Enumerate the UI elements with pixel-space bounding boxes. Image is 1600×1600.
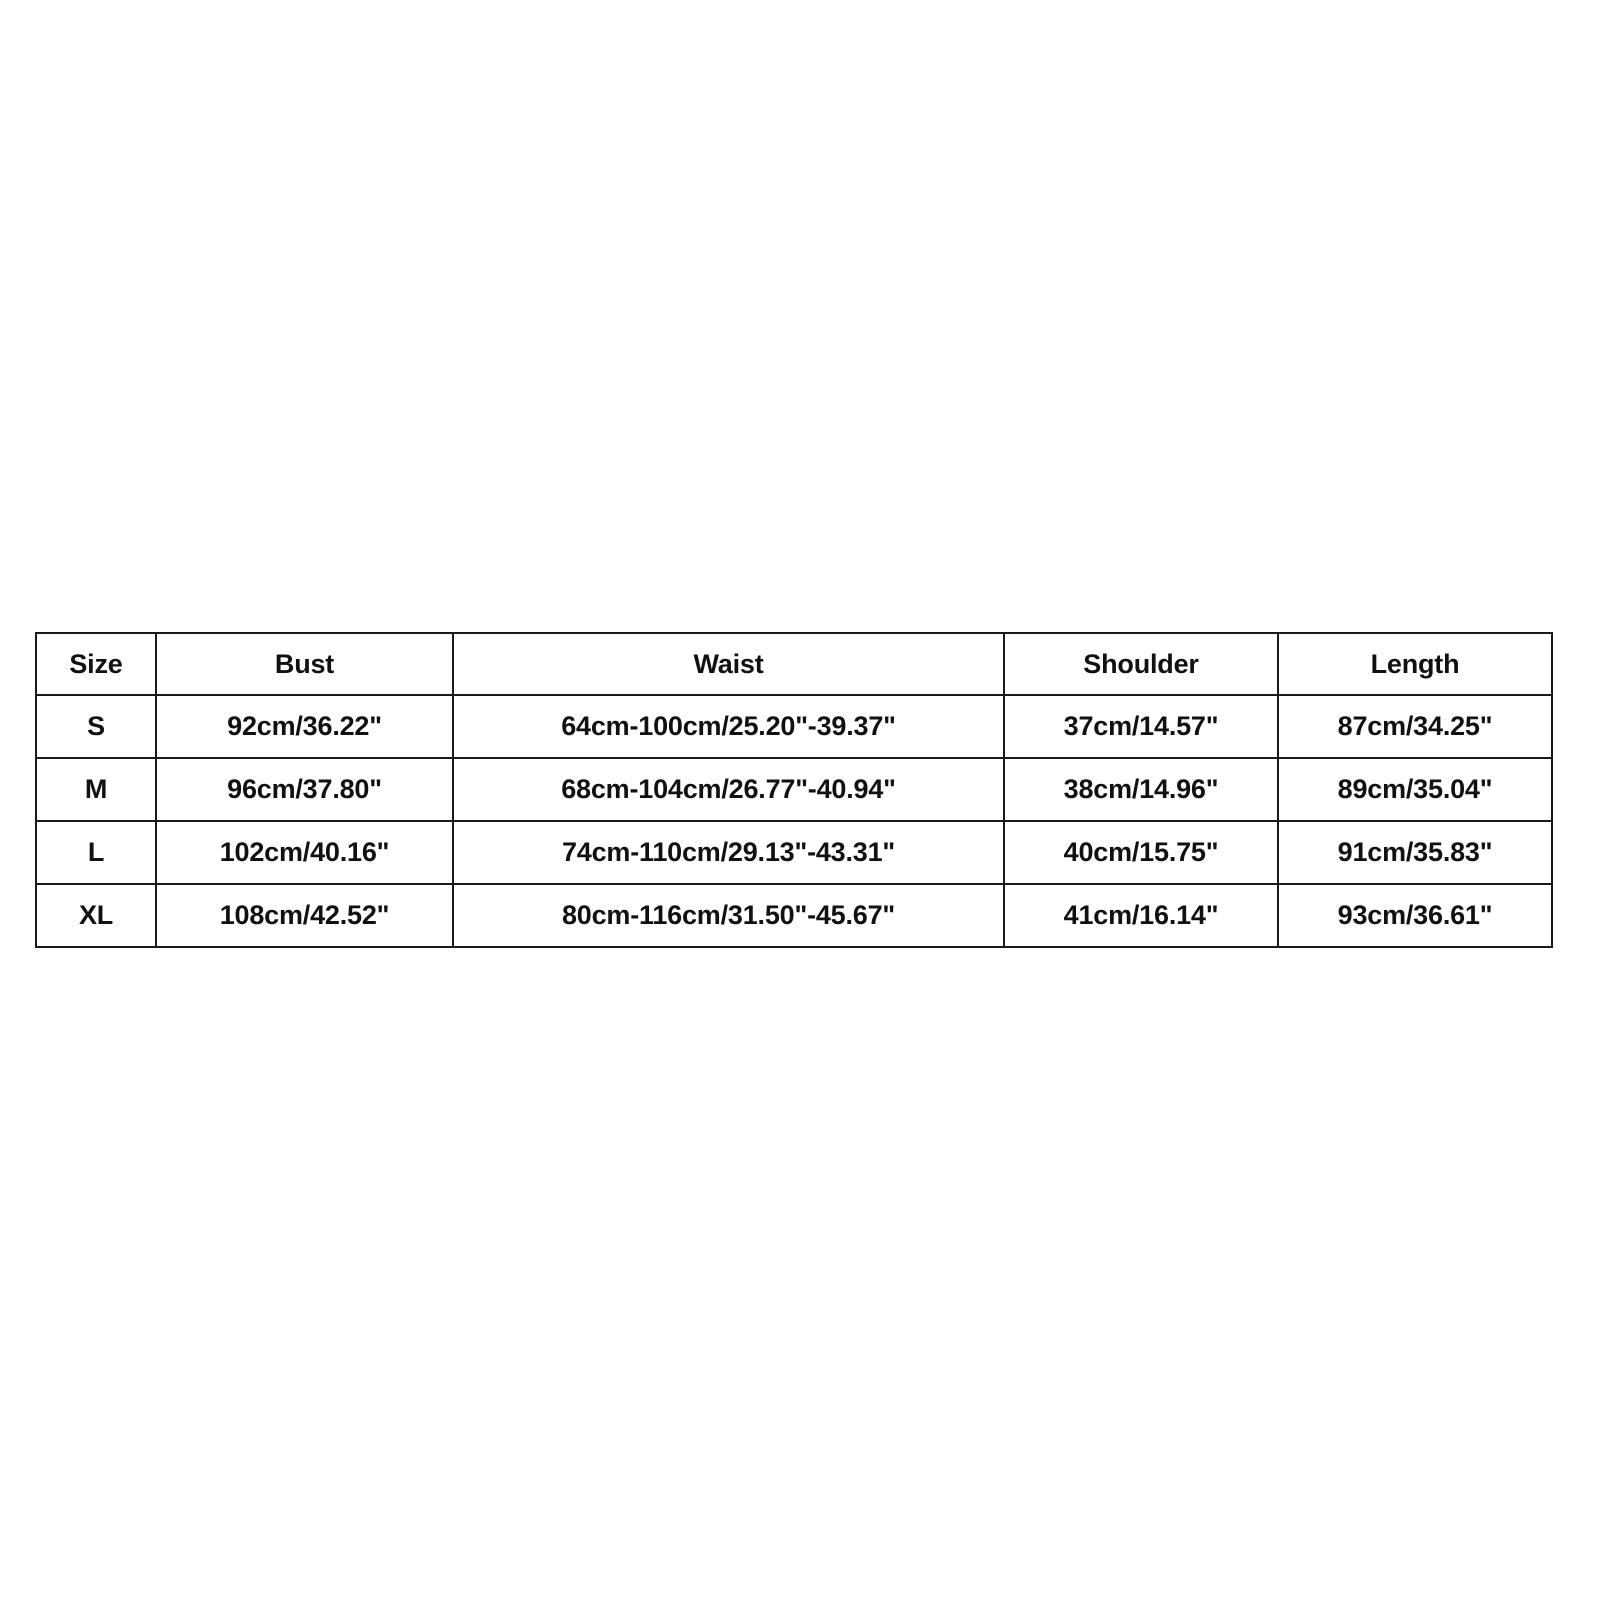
cell-waist: 80cm-116cm/31.50"-45.67" xyxy=(453,884,1004,947)
cell-bust: 108cm/42.52" xyxy=(156,884,453,947)
cell-waist: 64cm-100cm/25.20"-39.37" xyxy=(453,695,1004,758)
cell-size: L xyxy=(36,821,156,884)
cell-bust: 96cm/37.80" xyxy=(156,758,453,821)
size-chart-body xyxy=(36,695,1552,947)
header-waist: Waist xyxy=(453,633,1004,695)
cell-length: 93cm/36.61" xyxy=(1278,884,1552,947)
cell-length: 91cm/35.83" xyxy=(1278,821,1552,884)
cell-shoulder: 37cm/14.57" xyxy=(1004,695,1278,758)
cell-shoulder: 38cm/14.96" xyxy=(1004,758,1278,821)
header-shoulder: Shoulder xyxy=(1004,633,1278,695)
table-row xyxy=(36,821,1552,884)
cell-waist: 74cm-110cm/29.13"-43.31" xyxy=(453,821,1004,884)
table-row xyxy=(36,695,1552,758)
header-row xyxy=(36,633,1552,695)
cell-length: 89cm/35.04" xyxy=(1278,758,1552,821)
cell-size: S xyxy=(36,695,156,758)
size-chart-header xyxy=(36,633,1552,695)
header-bust: Bust xyxy=(156,633,453,695)
cell-waist: 68cm-104cm/26.77"-40.94" xyxy=(453,758,1004,821)
cell-size: M xyxy=(36,758,156,821)
header-size: Size xyxy=(36,633,156,695)
cell-shoulder: 40cm/15.75" xyxy=(1004,821,1278,884)
table-row xyxy=(36,758,1552,821)
cell-length: 87cm/34.25" xyxy=(1278,695,1552,758)
table-row xyxy=(36,884,1552,947)
header-length: Length xyxy=(1278,633,1552,695)
cell-size: XL xyxy=(36,884,156,947)
cell-bust: 92cm/36.22" xyxy=(156,695,453,758)
cell-bust: 102cm/40.16" xyxy=(156,821,453,884)
cell-shoulder: 41cm/16.14" xyxy=(1004,884,1278,947)
size-chart-table xyxy=(35,632,1553,948)
